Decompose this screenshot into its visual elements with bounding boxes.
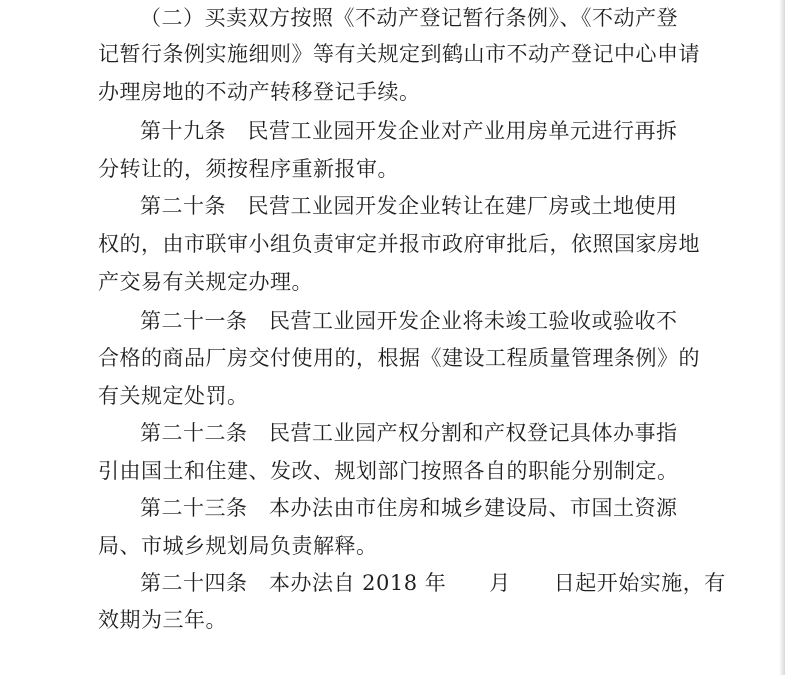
paragraph-line: 效期为三年。 (98, 608, 227, 632)
paragraph-line: 记暂行条例实施细则》等有关规定到鹤山市不动产登记中心申请 (98, 42, 700, 66)
page-edge-shadow (779, 0, 785, 675)
article-19-line: 第十九条 民营工业园开发企业对产业用房单元进行再拆 (140, 119, 678, 143)
article-21-line: 第二十一条 民营工业园开发企业将未竣工验收或验收不 (140, 309, 678, 333)
paragraph-line: 权的，由市联审小组负责审定并报市政府审批后，依照国家房地 (98, 232, 700, 256)
paragraph-line: 局、市城乡规划局负责解释。 (98, 534, 378, 558)
paragraph-line: 引由国土和住建、发改、规划部门按照各自的职能分别制定。 (98, 459, 679, 483)
paragraph-line: （二）买卖双方按照《不动产登记暂行条例》、《不动产登 (140, 6, 678, 30)
article-22-line: 第二十二条 民营工业园产权分割和产权登记具体办事指 (140, 421, 678, 445)
paragraph-line: 产交易有关规定办理。 (98, 270, 313, 294)
paragraph-line: 分转让的，须按程序重新报审。 (98, 157, 399, 181)
article-23-line: 第二十三条 本办法由市住房和城乡建设局、市国土资源 (140, 496, 678, 520)
paragraph-line: 办理房地的不动产转移登记手续。 (98, 80, 421, 104)
paragraph-line: 合格的商品厂房交付使用的，根据《建设工程质量管理条例》的 (98, 346, 700, 370)
article-24-line: 第二十四条 本办法自 2018 年 月 日起开始实施，有 (140, 571, 726, 595)
article-20-line: 第二十条 民营工业园开发企业转让在建厂房或土地使用 (140, 194, 678, 218)
paragraph-line: 有关规定处罚。 (98, 384, 249, 408)
